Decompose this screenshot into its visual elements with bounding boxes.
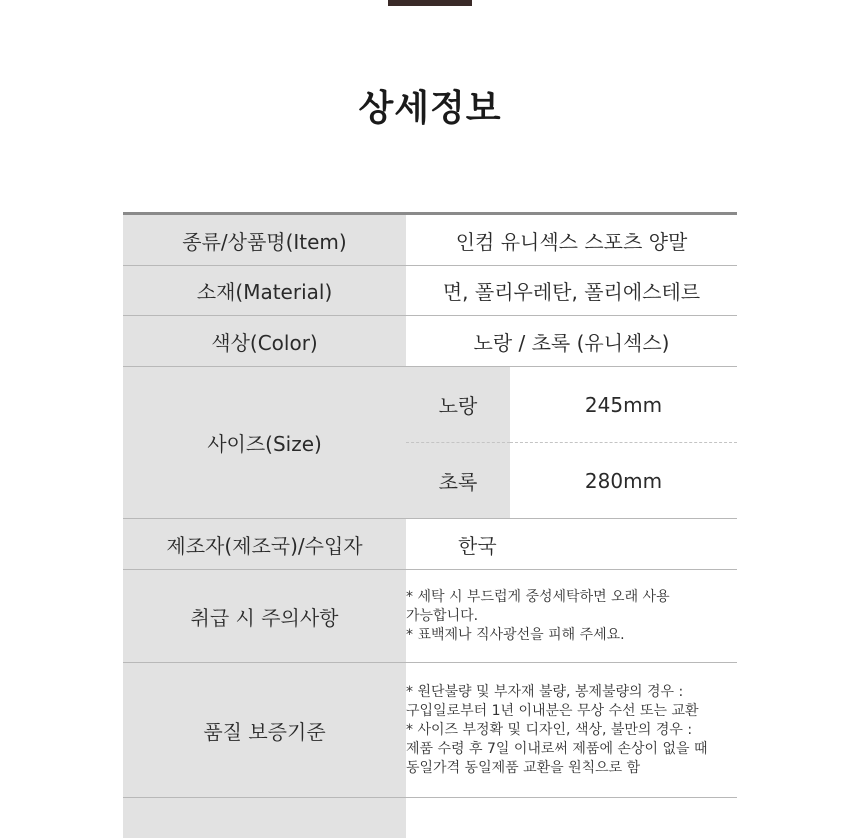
note-line: * 표백제나 직사광선을 피해 주세요. <box>420 626 737 645</box>
size-subrow <box>406 443 737 519</box>
size-color-label: 초록 <box>406 443 510 519</box>
table-row-color <box>123 316 737 367</box>
table-row-quality <box>123 663 737 798</box>
note-line: * 세탁 시 부드럽게 중성세탁하면 오래 사용 <box>420 588 737 607</box>
table-row-item <box>123 214 737 266</box>
row-label-care: 취급 시 주의사항 <box>123 570 406 663</box>
row-label-quality: 품질 보증기준 <box>123 663 406 798</box>
top-accent-bar <box>388 0 472 6</box>
row-value-color: 노랑 / 초록 (유니섹스) <box>406 316 737 367</box>
row-label-manufacturer: 제조자(제조국)/수입자 <box>123 519 406 570</box>
size-subtable-cell <box>406 367 737 519</box>
row-label-material: 소재(Material) <box>123 266 406 316</box>
size-value: 280mm <box>510 443 737 519</box>
note-line: * 사이즈 부정확 및 디자인, 색상, 불만의 경우 : <box>420 721 737 740</box>
size-subtable <box>406 367 737 518</box>
quality-note <box>406 683 737 721</box>
table-row-size <box>123 367 737 519</box>
size-value: 245mm <box>510 367 737 443</box>
row-value-partial <box>406 798 737 838</box>
size-subrow <box>406 367 737 443</box>
row-label-partial <box>123 798 406 838</box>
note-line: 동일가격 동일제품 교환을 원칙으로 함 <box>420 759 737 778</box>
row-value-item: 인컴 유니섹스 스포츠 양말 <box>406 214 737 266</box>
page-title: 상세정보 <box>0 80 860 131</box>
note-line: * 원단불량 및 부자재 불량, 봉제불량의 경우 : <box>420 683 737 702</box>
row-label-size: 사이즈(Size) <box>123 367 406 519</box>
product-info-table <box>123 212 737 838</box>
row-label-item: 종류/상품명(Item) <box>123 214 406 266</box>
row-label-color: 색상(Color) <box>123 316 406 367</box>
care-note <box>406 588 737 626</box>
note-line: 가능합니다. <box>420 607 737 626</box>
quality-note <box>406 721 737 778</box>
row-value-manufacturer: 한국 <box>406 519 737 570</box>
note-line: 제품 수령 후 7일 이내로써 제품에 손상이 없을 때 <box>420 740 737 759</box>
note-line: 구입일로부터 1년 이내분은 무상 수선 또는 교환 <box>420 702 737 721</box>
table-row-partial <box>123 798 737 838</box>
size-color-label: 노랑 <box>406 367 510 443</box>
table-row-care <box>123 570 737 663</box>
table-row-manufacturer <box>123 519 737 570</box>
care-note <box>406 626 737 645</box>
table-row-material <box>123 266 737 316</box>
quality-notes <box>406 663 737 798</box>
care-notes <box>406 570 737 663</box>
row-value-material: 면, 폴리우레탄, 폴리에스테르 <box>406 266 737 316</box>
